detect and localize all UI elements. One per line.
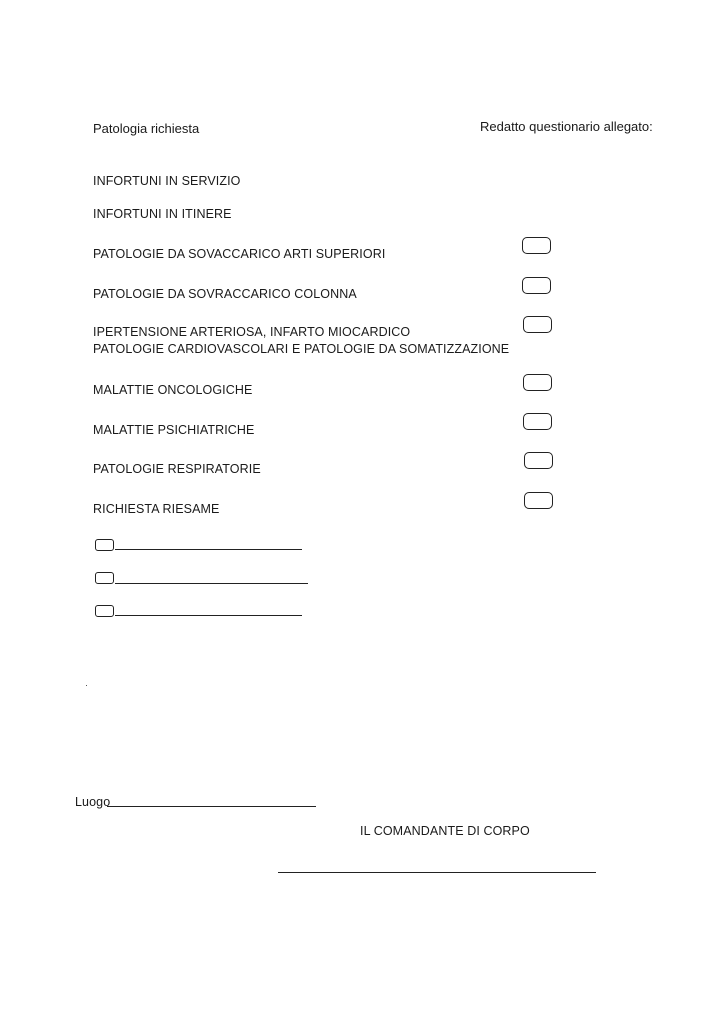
checkbox-other-3[interactable]	[95, 605, 114, 617]
item-label-infortuni-itinere: INFORTUNI IN ITINERE	[93, 207, 232, 221]
item-label-oncologiche: MALATTIE ONCOLOGICHE	[93, 383, 253, 397]
column-header-questionnaire: Redatto questionario allegato:	[480, 119, 653, 134]
checkbox-other-1[interactable]	[95, 539, 114, 551]
checkbox-respiratorie[interactable]	[524, 452, 553, 469]
item-label-ipertensione: IPERTENSIONE ARTERIOSA, INFARTO MIOCARDICO	[93, 325, 411, 339]
item-label-cardiovascolari: PATOLOGIE CARDIOVASCOLARI E PATOLOGIE DA SOMATIZZAZIONE	[93, 342, 510, 356]
item-label-psichiatriche: MALATTIE PSICHIATRICHE	[93, 423, 255, 437]
blank-line-other-2[interactable]	[115, 583, 308, 584]
place-field-line[interactable]	[107, 806, 316, 807]
checkbox-cardiovascolari[interactable]	[523, 316, 552, 333]
checkbox-other-2[interactable]	[95, 572, 114, 584]
item-label-riesame: RICHIESTA RIESAME	[93, 502, 220, 516]
item-label-colonna: PATOLOGIE DA SOVRACCARICO COLONNA	[93, 287, 357, 301]
item-label-arti-superiori: PATOLOGIE DA SOVACCARICO ARTI SUPERIORI	[93, 247, 386, 261]
checkbox-oncologiche[interactable]	[523, 374, 552, 391]
checkbox-colonna[interactable]	[522, 277, 551, 294]
place-label: Luogo	[75, 795, 111, 809]
blank-line-other-3[interactable]	[115, 615, 302, 616]
signature-line[interactable]	[278, 872, 596, 873]
item-label-respiratorie: PATOLOGIE RESPIRATORIE	[93, 462, 261, 476]
column-header-pathology: Patologia richiesta	[93, 121, 200, 136]
blank-line-other-1[interactable]	[115, 549, 302, 550]
item-label-infortuni-servizio: INFORTUNI IN SERVIZIO	[93, 174, 241, 188]
checkbox-riesame[interactable]	[524, 492, 553, 509]
scan-speck	[86, 685, 87, 686]
checkbox-arti-superiori[interactable]	[522, 237, 551, 254]
checkbox-psichiatriche[interactable]	[523, 413, 552, 430]
signature-title: IL COMANDANTE DI CORPO	[360, 824, 530, 838]
